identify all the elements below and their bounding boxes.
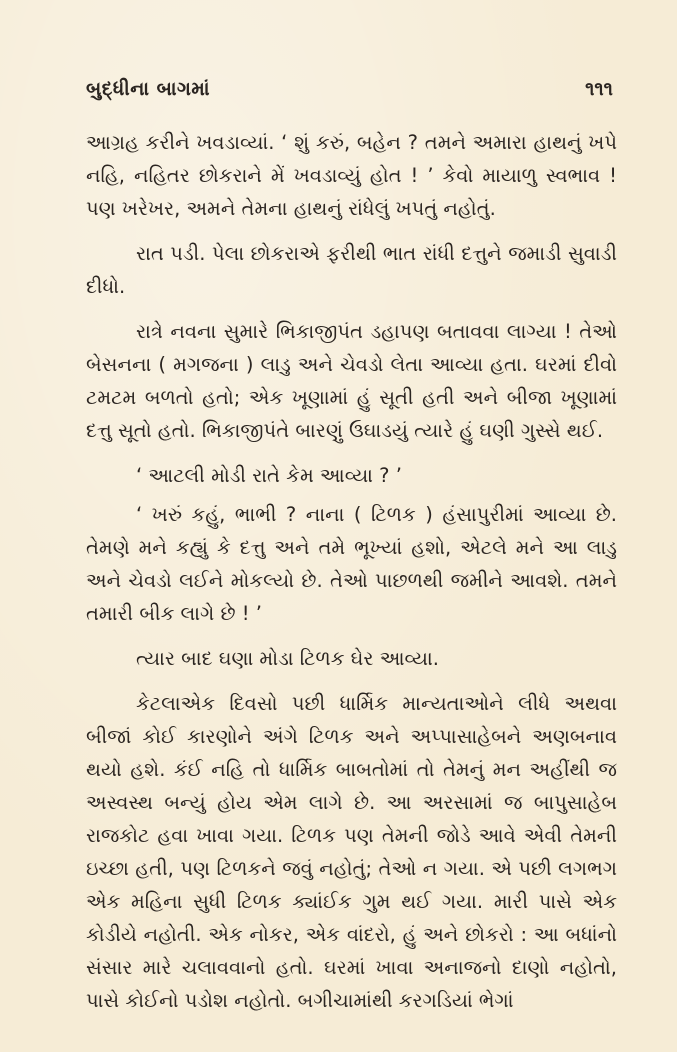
paragraph-5: ‘ ખરું કહું, ભાભી ? નાના ( ટિળક ) હંસાપુરીમાં આવ્યા છે. તેમણે મને કહ્યું કે દત્તુ અને તમે ભૂખ્યાં હશો, એટલે મને આ લાડુ અને ચેવડો લઈને મોકલ્યો છે. તેઓ પાછળથી જમીને આવશે. તમને તમારી બીક લાગે છે ! ’ <box>86 503 617 625</box>
paragraph-1: આગ્રહ કરીને ખવડાવ્યાં. ‘ શું કરું, બહેન ? તમને અમારા હાથનું ખપે નહિ, નહિતર છોકરાને મેં ખવડાવ્યું હોત ! ’ કેવો માયાળુ સ્વભાવ ! પણ ખરેખર, અમને તેમના હાથનું રાંધેલું ખપતું નહોતું. <box>86 131 617 220</box>
body-text <box>86 126 617 1017</box>
paragraph-3: રાત્રે નવના સુમારે ભિકાજીપંત ડહાપણ બતાવવા લાગ્યા ! તેઓ બેસનના ( મગજના ) લાડુ અને ચેવડો લેતા આવ્યા હતા. ઘરમાં દીવો ટમટમ બળતો હતો; એક ખૂણામાં હું સૂતી હતી અને બીજા ખૂણામાં દત્તુ સૂતો હતો. ભિકાજીપંતે બારણું ઉઘાડયું ત્યારે હું ઘણી ગુસ્સે થઈ. <box>86 320 617 442</box>
page-number: ૧૧૧ <box>585 78 613 100</box>
running-header <box>86 78 617 112</box>
paragraph-6: ત્યાર બાદ ઘણા મોડા ટિળક ઘેર આવ્યા. <box>136 647 439 670</box>
paragraph-4: ‘ આટલી મોડી રાતે કેમ આવ્યા ? ’ <box>136 464 402 487</box>
paragraph-7: કેટલાએક દિવસો પછી ધાર્મિક માન્યતાઓને લીધે અથવા બીજાં કોઈ કારણોને અંગે ટિળક અને અપ્પાસાહેબને અણબનાવ થયો હશે. કંઈ નહિ તો ધાર્મિક બાબતોમાં તો તેમનું મન અહીંથી જ અસ્વસ્થ બન્યું હોય એમ લાગે છે. આ અરસામાં જ બાપુસાહેબ રાજકોટ હવા ખાવા ગયા. ટિળક પણ તેમની જોડે આવે એવી તેમની ઇચ્છા હતી, પણ ટિળકને જવું નહોતું; તેઓ ન ગયા. એ પછી લગભગ એક મહિના સુધી ટિળક ક્યાંઈક ગુમ થઈ ગયા. મારી પાસે એક કોડીયે નહોતી. એક નોકર, એક વાંદરો, હું અને છોકરો : આ બધાંનો સંસાર મારે ચલાવવાનો હતો. ઘરમાં ખાવા અનાજનો દાણો નહોતો, પાસે કોઈનો પડોશ નહોતો. બગીચામાંથી કરગડિયાં ભેગાં <box>86 692 617 1012</box>
chapter-title: બુદ્ધીના બાગમાં <box>86 78 210 100</box>
paragraph-2: રાત પડી. પેલા છોકરાએ ફરીથી ભાત રાંધી દત્તુને જમાડી સુવાડી દીધો. <box>86 242 617 298</box>
